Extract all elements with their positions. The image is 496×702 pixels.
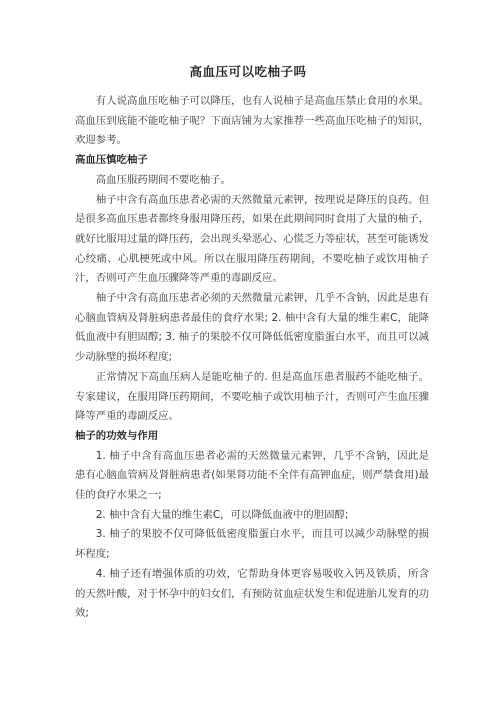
section-heading-benefits: 柚子的功效与作用 [75, 429, 159, 442]
section-heading-caution: 高血压慎吃柚子 [75, 154, 148, 167]
article-body [75, 92, 429, 624]
section-subheading: 高血压服药期间不要吃柚子。 [95, 173, 231, 186]
list-item: 3. 柚子的果胶不仅可降低低密度脂蛋白水平，而且可以减少动脉壁的损坏程度; [75, 528, 429, 561]
page-title: 高血压可以吃柚子吗 [189, 64, 307, 79]
list-item: 2. 柚中含有大量的维生素C，可以降低血液中的胆固醇; [95, 508, 349, 521]
intro-paragraph: 有人说高血压吃柚子可以降压，也有人说柚子是高血压禁止食用的水果。高血压到底能不能吃柚子呢？下面店铺为大家推荐一些高血压吃柚子的知识，欢迎参考。 [75, 95, 429, 147]
body-paragraph: 正常情况下高血压病人是能吃柚子的. 但是高血压患者服药不能吃柚子。专家建议，在服用降压药期间，不要吃柚子或饮用柚子汁，否则可产生血压骤降等严重的毒副反应。 [75, 370, 429, 423]
body-paragraph: 柚子中含有高血压患者必需的天然微量元素钾，按理说是降压的良药。但是很多高血压患者都终身服用降压药，如果在此期间同时食用了大量的柚子，就好比服用过量的降压药，会出现头晕恶心、心慌乏力等症状，甚至可能诱发心绞痛、心肌梗死或中风。所以在服用降压药期间，不要吃柚子或饮用柚子汁，否则可产生血压骤降等严重的毒副反应。 [75, 193, 429, 285]
list-item: 1. 柚子中含有高血压患者必需的天然微量元素钾，几乎不含钠，因此是患有心脑血管病及肾脏病患者(如果肾功能不全伴有高钾血症，则严禁食用)最佳的食疗水果之一; [75, 449, 429, 502]
body-paragraph: 柚子中含有高血压患者必须的天然微量元素钾，几乎不含钠，因此是患有心脑血管病及肾脏病患者最佳的食疗水果; 2. 柚中含有大量的维生素C，能降低血液中有胆固醇; 3. 柚子的果胶不仅可降低低密度脂蛋白水平，而且可以减少动脉壁的损坏程度; [75, 292, 429, 364]
list-item: 4. 柚子还有增强体质的功效，它帮助身体更容易吸收入钙及铁质，所含的天然叶酸，对于怀孕中的妇女们，有预防贫血症状发生和促进胎儿发育的功效; [75, 567, 429, 620]
